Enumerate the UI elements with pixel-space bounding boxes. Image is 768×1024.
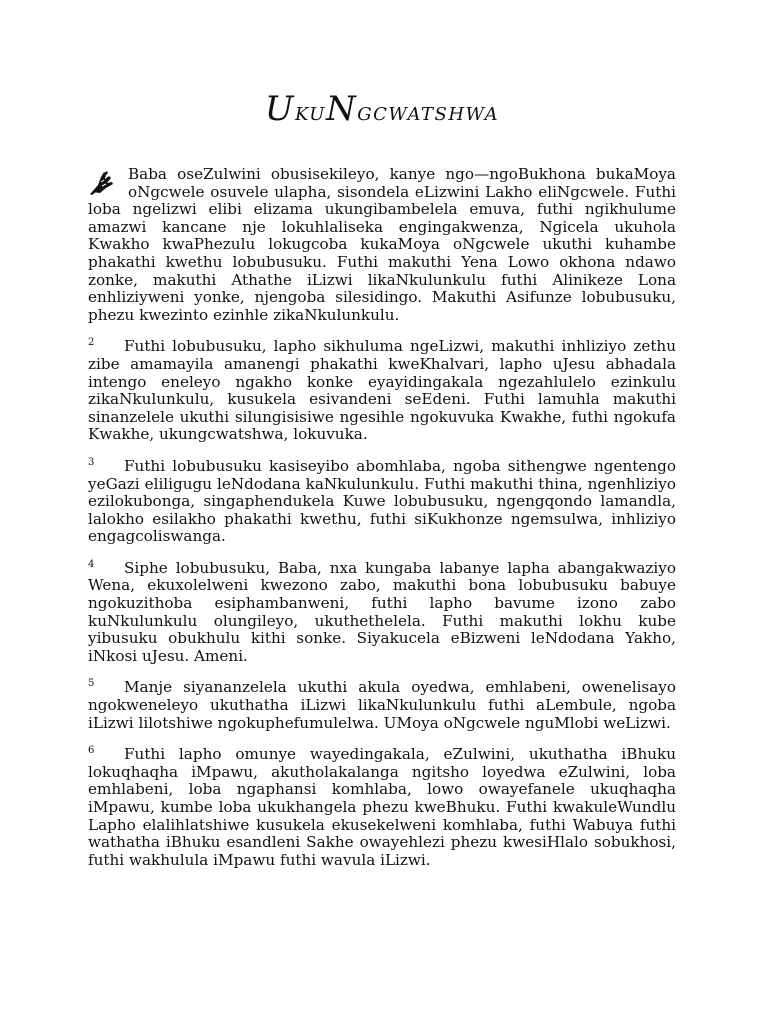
paragraph-1 [88, 166, 676, 324]
paragraph-3 [88, 458, 676, 546]
paragraph-6 [88, 746, 676, 869]
title-second-cap: N [325, 89, 358, 129]
paragraph-number: 6 [88, 745, 95, 757]
paragraph-number: 4 [88, 558, 95, 570]
paragraph-5 [88, 679, 676, 732]
title-part-2: gcwatshwa [357, 97, 500, 126]
paragraph-text: Manje siyananzelela ukuthi akula oyedwa, emhlabeni, owenelisayo ngokweneleyo ukuthatha iLizwi likaNkulunkulu futhi aLembule, ngoba iLizwi lilotshiwe ngokuphefumulelwa. UMoya oNgcwele nguMlobi weLizwi. [88, 678, 676, 732]
document-page [88, 0, 676, 883]
title-part-1: ku [295, 97, 326, 126]
paragraph-text: Baba oseZulwini obusisekileyo, kanye ngo—ngoBukhona bukaMoya oNgcwele osuvele ulapha, sisondela eLizwini Lakho eliNgcwele. Futhi loba ngelizwi elibi elizama ukungibambelela emuva, futhi ngikhulume amazwi kancane nje lokuhlaliseka engingakwenza, Ngicela ukuhola Kwakho kwaPhezulu lokugcoba kukaMoya oNgcwele ukuthi kuhambe phakathi kwethu lobubusuku. Futhi makuthi Yena Lowo okhona ndawo zonke, makuthi Athathe iLizwi likaNkulunkulu futhi Alinikeze Lona enhliziyweni yonke, njengoba silesidingo. Makuthi Asifunze lobubusuku, phezu kwezinto ezinhle zikaNkulunkulu. [88, 165, 676, 324]
praying-hands-icon [88, 168, 118, 198]
title-first-cap: U [264, 89, 295, 129]
paragraph-text: Futhi lobubusuku kasiseyibo abomhlaba, ngoba sithengwe ngentengo yeGazi eliligugu leNdodana kaNkulunkulu. Futhi makuthi thina, ngenhliziyo ezilokubonga, singaphendukela Kuwe lobubusuku, ngengqondo lamandla, lalokho esilakho phakathi kwethu, futhi siKukhonze ngemsulwa, inhliziyo engagcoliswanga. [88, 456, 676, 546]
page-title [88, 88, 676, 130]
paragraph-number: 3 [88, 456, 95, 468]
paragraph-text: Futhi lapho omunye wayedingakala, eZulwini, ukuthatha iBhuku lokuqhaqha iMpawu, akutholakalanga ngitsho loyedwa eZulwini, loba emhlabeni, loba ngaphansi komhlaba, lowo owayefanele ukuqhaqha iMpawu, kumbe loba ukukhangela phezu kweBhuku. Futhi kwakuleWundlu Lapho elalihlatshiwe kusukela ekusekelweni komhlaba, futhi Wabuya futhi wathatha iBhuku esandleni Sakhe owayehlezi phezu kwesiHlalo sobukhosi, futhi wakhulula iMpawu futhi wavula iLizwi. [88, 745, 676, 869]
paragraph-4 [88, 560, 676, 666]
paragraph-2 [88, 338, 676, 444]
paragraph-number: 2 [88, 337, 95, 349]
paragraph-number: 5 [88, 678, 95, 690]
paragraph-text: Siphe lobubusuku, Baba, nxa kungaba labanye lapha abangakwaziyo Wena, ekuxolelweni kwezono zabo, makuthi bona lobubusuku babuye ngokuzithoba esiphambanweni, futhi lapho bavume izono zabo kuNkulunkulu olungileyo, ukuthethelela. Futhi makuthi lokhu kube yibusuku obukhulu kithi sonke. Siyakucela eBizweni leNdodana Yakho, iNkosi uJesu. Ameni. [88, 558, 676, 665]
paragraph-text: Futhi lobubusuku, lapho sikhuluma ngeLizwi, makuthi inhliziyo zethu zibe amamayila amanengi phakathi kweKhalvari, lapho uJesu abhadala intengo eneleyo ngakho konke eyayidingakala ngezahlulelo ezinkulu zikaNkulunkulu, kusukela esivandeni seEdeni. Futhi lamuhla makuthi sinanzelele ukuthi silungisisiwe ngesihle ngokuvuka Kwakhe, futhi ngokufa Kwakhe, ukungcwatshwa, lokuvuka. [88, 337, 676, 444]
document-body [88, 166, 676, 869]
